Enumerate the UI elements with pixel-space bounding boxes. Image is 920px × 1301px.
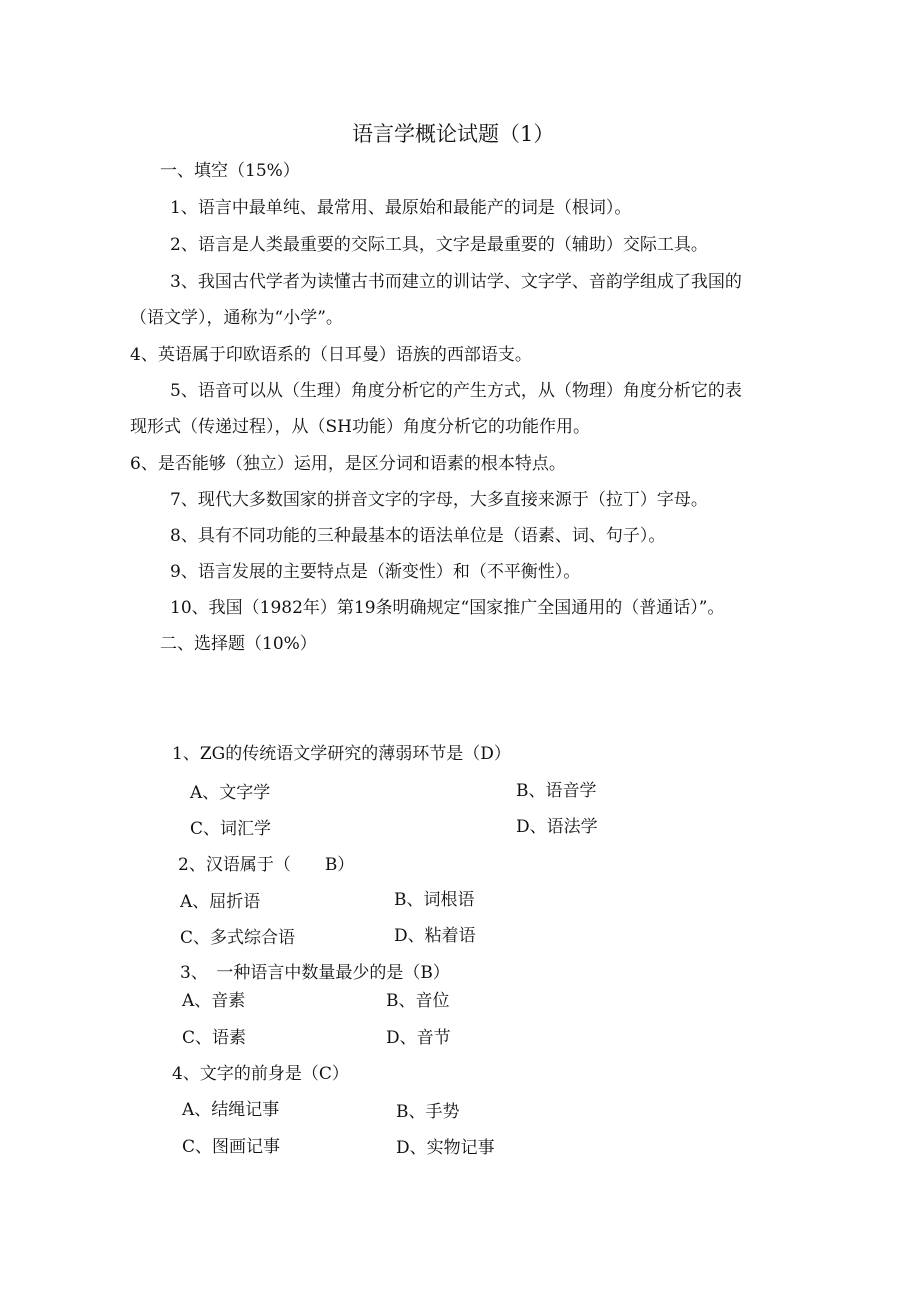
fill-question-5-line1: 5、语音可以从（生理）角度分析它的产生方式，从（物理）角度分析它的表: [170, 381, 742, 401]
choice-1-option-a: A、文字学: [190, 783, 271, 803]
choice-4-option-a: A、结绳记事: [182, 1100, 280, 1120]
choice-1-option-b: B、语音学: [516, 781, 597, 801]
choice-4-option-c: C、图画记事: [182, 1137, 281, 1157]
fill-question-5-line2: 现形式（传递过程），从（SH功能）角度分析它的功能作用。: [130, 417, 590, 437]
fill-question-3-line2: （语文学），通称为“小学”。: [130, 308, 343, 328]
choice-question-3-stem: 3、 一种语言中数量最少的是（B）: [180, 963, 450, 983]
section-heading-fill-blank: 一、填空（15%）: [160, 161, 300, 181]
fill-question-7: 7、现代大多数国家的拼音文字的字母，大多直接来源于（拉丁）字母。: [170, 490, 708, 510]
choice-1-option-d: D、语法学: [516, 817, 598, 837]
choice-question-1-stem: 1、ZG的传统语文学研究的薄弱环节是（D）: [172, 744, 511, 764]
choice-question-2-stem: 2、汉语属于（ B）: [178, 855, 355, 875]
fill-question-8: 8、具有不同功能的三种最基本的语法单位是（语素、词、句子）。: [170, 526, 666, 546]
choice-2-option-b: B、词根语: [394, 890, 475, 910]
choice-3-option-b: B、音位: [386, 991, 450, 1011]
choice-2-option-c: C、多式综合语: [180, 928, 296, 948]
choice-2-option-a: A、屈折语: [180, 892, 261, 912]
choice-3-option-a: A、音素: [182, 991, 246, 1011]
fill-question-4: 4、英语属于印欧语系的（日耳曼）语族的西部语支。: [130, 345, 532, 365]
choice-3-option-c: C、语素: [182, 1028, 247, 1048]
fill-question-9: 9、语言发展的主要特点是（渐变性）和（不平衡性）。: [170, 562, 581, 582]
fill-question-6: 6、是否能够（独立）运用，是区分词和语素的根本特点。: [130, 454, 566, 474]
choice-3-option-d: D、音节: [386, 1028, 451, 1048]
fill-question-10: 10、我国（1982年）第19条明确规定“国家推广全国通用的（普通话）”。: [170, 598, 725, 618]
choice-question-4-stem: 4、文字的前身是（C）: [172, 1064, 349, 1084]
fill-question-3-line1: 3、我国古代学者为读懂古书而建立的训诂学、文字学、音韵学组成了我国的: [170, 272, 742, 292]
fill-question-1: 1、语言中最单纯、最常用、最原始和最能产的词是（根词）。: [170, 198, 632, 218]
choice-1-option-c: C、词汇学: [190, 819, 272, 839]
fill-question-2: 2、语言是人类最重要的交际工具，文字是最重要的（辅助）交际工具。: [170, 235, 708, 255]
section-heading-choice: 二、选择题（10%）: [160, 634, 317, 654]
choice-4-option-b: B、手势: [396, 1102, 460, 1122]
choice-2-option-d: D、粘着语: [394, 926, 476, 946]
choice-4-option-d: D、实物记事: [396, 1138, 495, 1158]
page-title: 语言学概论试题（1）: [352, 122, 555, 146]
